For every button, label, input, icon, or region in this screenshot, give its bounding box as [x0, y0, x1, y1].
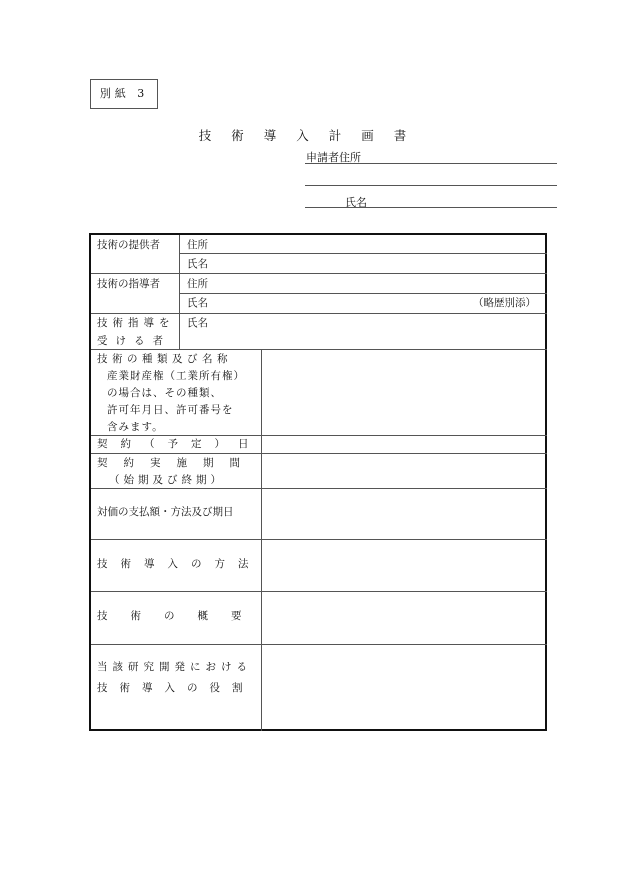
- plan-table: [89, 233, 547, 731]
- row-divider: [91, 539, 547, 540]
- provider-address-field[interactable]: [271, 253, 541, 272]
- instructor-name-label: 氏名: [187, 297, 208, 309]
- payment-field[interactable]: [263, 490, 543, 538]
- role-field[interactable]: [263, 646, 543, 728]
- role-line2: 技術導入の役割: [97, 682, 255, 694]
- contract-period-line1: 契約実施期間: [97, 457, 256, 469]
- instructor-address-label: 住所: [187, 278, 208, 290]
- provider-address-label: 住所: [187, 239, 208, 251]
- applicant-address-line-2: [305, 185, 557, 186]
- contract-period-line2: （始期及び終期）: [109, 474, 225, 486]
- overview-label: 技術の概要: [97, 610, 265, 622]
- document-title: 技術導入計画書: [198, 128, 427, 143]
- resume-note: （略歴別添）: [473, 297, 536, 309]
- column-divider: [179, 235, 180, 349]
- applicant-address-line-1: [305, 163, 557, 164]
- contract-date-label: 契約（予定）日: [97, 438, 262, 450]
- provider-name-field[interactable]: [271, 273, 541, 292]
- row-divider: [91, 591, 547, 592]
- tech-type-line1: 技術の種類及び名称: [97, 353, 232, 365]
- column-divider: [261, 349, 262, 731]
- method-field[interactable]: [263, 541, 543, 590]
- tech-type-line2: 産業財産権（工業所有権）: [107, 370, 245, 382]
- row-divider: [91, 644, 547, 645]
- instructor-label: 技術の指導者: [97, 278, 160, 290]
- applicant-address-label: 申請者住所: [306, 151, 361, 164]
- tech-type-field[interactable]: [271, 351, 541, 433]
- trainee-name-label: 氏名: [187, 317, 208, 329]
- overview-field[interactable]: [263, 593, 543, 643]
- trainee-label-line2: 受ける者: [97, 335, 171, 347]
- applicant-name-line: [305, 207, 557, 208]
- provider-name-label: 氏名: [187, 258, 208, 270]
- contract-period-field[interactable]: [263, 455, 543, 487]
- tech-type-line5: 含みます。: [107, 421, 164, 433]
- method-label: 技術導入の方法: [97, 558, 262, 570]
- payment-label: 対価の支払額・方法及び期日: [97, 506, 234, 518]
- attachment-label: 別紙 3: [90, 79, 158, 109]
- tech-type-line3: の場合は、その種類、: [107, 387, 222, 399]
- trainee-label-line1: 技術指導を: [97, 317, 175, 329]
- applicant-name-label: 氏名: [345, 196, 367, 209]
- role-line1: 当該研究開発における: [97, 661, 252, 673]
- contract-date-field[interactable]: [263, 436, 543, 452]
- provider-label: 技術の提供者: [97, 239, 160, 251]
- tech-type-line4: 許可年月日、許可番号を: [107, 404, 234, 416]
